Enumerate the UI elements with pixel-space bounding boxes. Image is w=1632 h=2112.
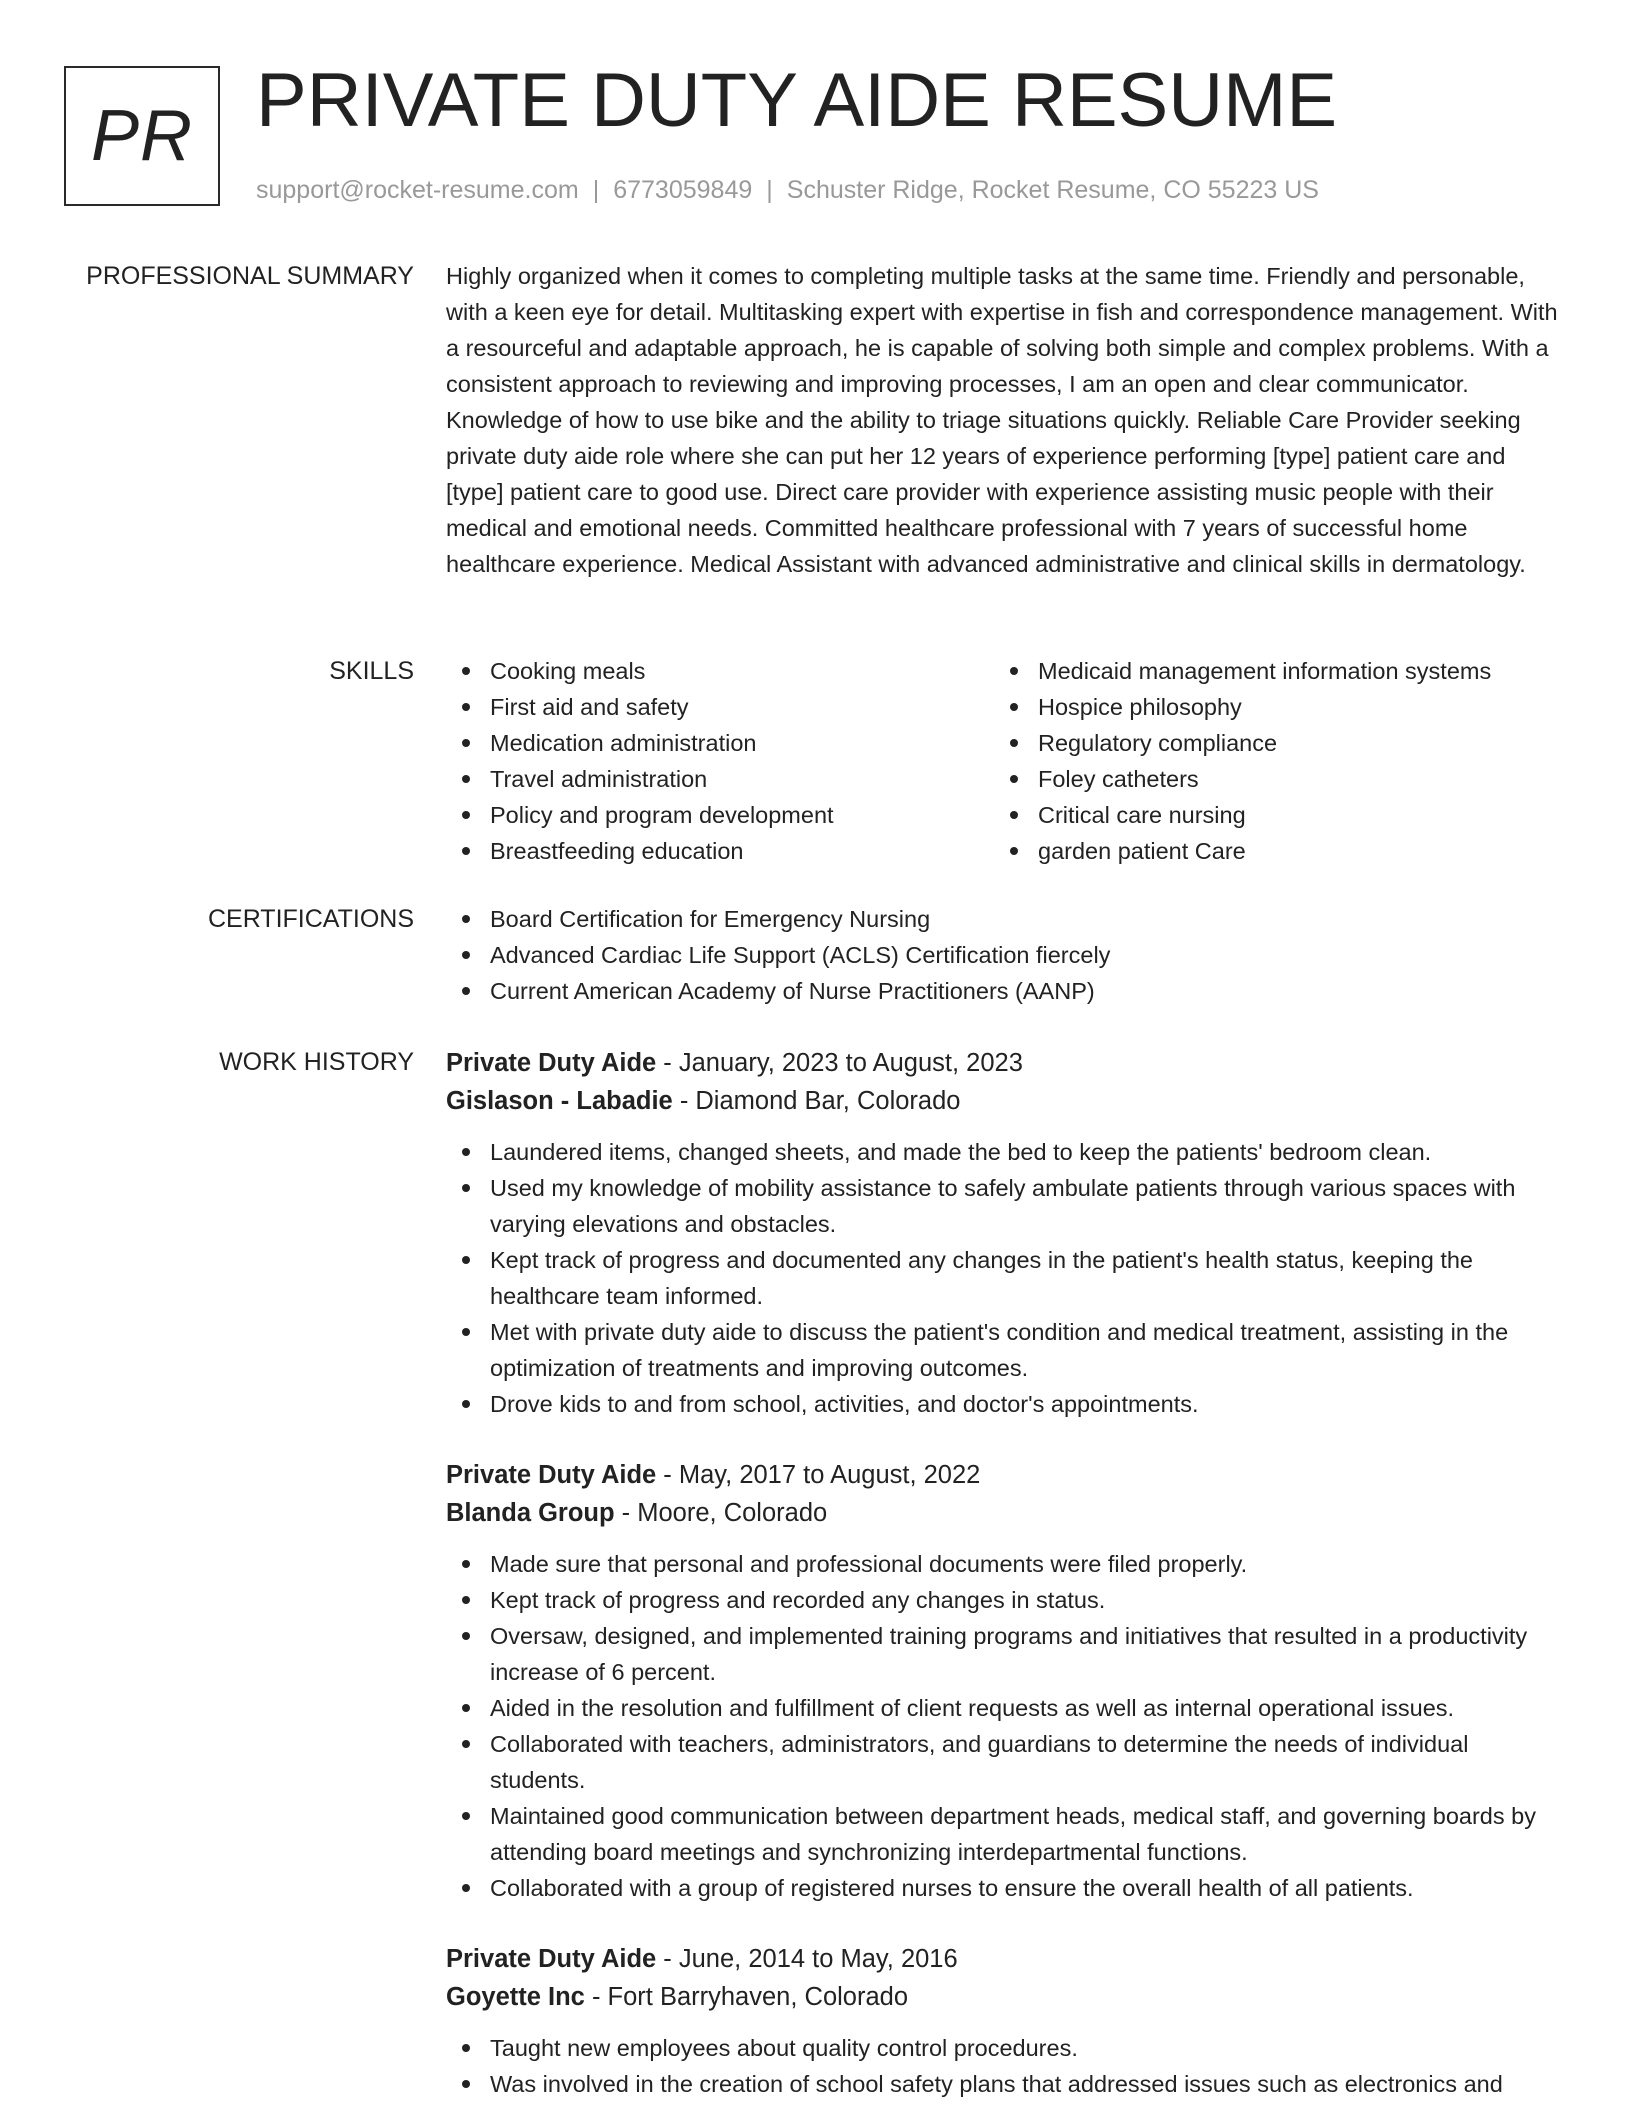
job-title: Private Duty Aide <box>446 1945 657 1973</box>
monogram-initials: PR <box>90 96 194 176</box>
skills-heading: SKILLS <box>329 657 414 685</box>
skill-item: Cooking meals <box>446 653 994 689</box>
skills-body <box>446 653 1560 869</box>
job-duty-item: Drove kids to and from school, activities, and doctor's appointments. <box>446 1386 1560 1422</box>
certification-item: Board Certification for Emergency Nursing <box>446 901 1560 937</box>
skill-item: Travel administration <box>446 761 994 797</box>
job-entry <box>446 1940 1560 2102</box>
contact-separator: | <box>766 176 773 204</box>
skill-item: First aid and safety <box>446 689 994 725</box>
summary-heading: PROFESSIONAL SUMMARY <box>86 262 414 290</box>
contact-separator: | <box>592 176 600 204</box>
contact-address: Schuster Ridge, Rocket Resume, CO 55223 US <box>786 176 1319 204</box>
job-duty-item: Kept track of progress and documented any changes in the patient's health status, keeping the healthcare team informed. <box>446 1242 1560 1314</box>
job-duty-item: Aided in the resolution and fulfillment of client requests as well as internal operational issues. <box>446 1690 1560 1726</box>
job-duty-item: Was involved in the creation of school safety plans that addressed issues such as electronics and <box>446 2066 1560 2102</box>
work-history-body <box>446 1044 1560 2112</box>
job-duty-item: Used my knowledge of mobility assistance to safely ambulate patients through various spaces with varying elevations and obstacles. <box>446 1170 1560 1242</box>
contact-email: support@rocket-resume.com <box>256 176 579 204</box>
contact-phone: 6773059849 <box>613 176 753 204</box>
job-title-line <box>446 1044 1560 1082</box>
skill-item: Medicaid management information systems <box>994 653 1542 689</box>
skills-list-right <box>994 653 1542 869</box>
job-company: Blanda Group <box>446 1499 615 1527</box>
job-location: - Fort Barryhaven, Colorado <box>584 1983 909 2011</box>
skill-item: garden patient Care <box>994 833 1542 869</box>
work-history-heading: WORK HISTORY <box>219 1048 414 1076</box>
summary-text: Highly organized when it comes to completing multiple tasks at the same time. Friendly and personable, with a keen eye for detail. Multitasking expert with expertise in fish and correspondence management. With a resourceful and adaptable approach, he is capable of solving both simple and complex problems. With a consistent approach to reviewing and improving processes, I am an open and clear communicator. Knowledge of how to use bike and the ability to triage situations quickly. Reliable Care Provider seeking private duty aide role where she can put her 12 years of experience performing [type] patient care and [type] patient care to good use. Direct care provider with experience assisting music people with their medical and emotional needs. Committed healthcare professional with 7 years of successful home healthcare experience. Medical Assistant with advanced administrative and clinical skills in dermatology. <box>446 263 1558 577</box>
job-duty-item: Maintained good communication between department heads, medical staff, and governing boards by attending board meetings and synchronizing interdepartmental functions. <box>446 1798 1560 1870</box>
job-company-line <box>446 1082 1560 1120</box>
certification-item: Advanced Cardiac Life Support (ACLS) Certification fiercely <box>446 937 1560 973</box>
job-company-line <box>446 1494 1560 1532</box>
job-duties-list <box>446 1546 1560 1906</box>
certifications-body <box>446 901 1560 1009</box>
certifications-heading: CERTIFICATIONS <box>207 905 414 933</box>
skill-item: Regulatory compliance <box>994 725 1542 761</box>
job-duty-item: Met with private duty aide to discuss the patient's condition and medical treatment, assisting in the optimization of treatments and improving outcomes. <box>446 1314 1560 1386</box>
job-company: Gislason - Labadie <box>446 1087 673 1115</box>
job-company-line <box>446 1978 1560 2016</box>
skill-item: Breastfeeding education <box>446 833 994 869</box>
job-title-line <box>446 1456 1560 1494</box>
page-title: PRIVATE DUTY AIDE RESUME <box>256 58 1338 143</box>
skill-item: Policy and program development <box>446 797 994 833</box>
certification-item: Current American Academy of Nurse Practitioners (AANP) <box>446 973 1560 1009</box>
job-dates: - January, 2023 to August, 2023 <box>656 1049 1023 1077</box>
job-dates: - May, 2017 to August, 2022 <box>656 1461 981 1489</box>
job-title-line <box>446 1940 1560 1978</box>
job-duties-list <box>446 1134 1560 1422</box>
job-duty-item: Oversaw, designed, and implemented training programs and initiatives that resulted in a productivity increase of 6 percent. <box>446 1618 1560 1690</box>
skill-item: Hospice philosophy <box>994 689 1542 725</box>
job-duty-item: Collaborated with a group of registered nurses to ensure the overall health of all patients. <box>446 1870 1560 1906</box>
job-duty-item: Laundered items, changed sheets, and made the bed to keep the patients' bedroom clean. <box>446 1134 1560 1170</box>
job-company: Goyette Inc <box>446 1983 585 2011</box>
skill-item: Medication administration <box>446 725 994 761</box>
job-entry <box>446 1044 1560 1422</box>
job-duty-item: Made sure that personal and professional documents were filed properly. <box>446 1546 1560 1582</box>
certifications-list <box>446 901 1560 1009</box>
job-duty-item: Collaborated with teachers, administrators, and guardians to determine the needs of individual students. <box>446 1726 1560 1798</box>
job-title: Private Duty Aide <box>446 1049 657 1077</box>
job-duty-item: Kept track of progress and recorded any changes in status. <box>446 1582 1560 1618</box>
job-dates: - June, 2014 to May, 2016 <box>656 1945 958 1973</box>
summary-body <box>446 258 1560 582</box>
job-location: - Diamond Bar, Colorado <box>672 1087 961 1115</box>
monogram-logo <box>64 66 220 206</box>
job-duty-item: Taught new employees about quality control procedures. <box>446 2030 1560 2066</box>
contact-line <box>256 174 1319 206</box>
skills-list-left <box>446 653 994 869</box>
job-entry <box>446 1456 1560 1906</box>
job-duties-list <box>446 2030 1560 2102</box>
job-location: - Moore, Colorado <box>614 1499 828 1527</box>
job-title: Private Duty Aide <box>446 1461 657 1489</box>
skill-item: Foley catheters <box>994 761 1542 797</box>
skill-item: Critical care nursing <box>994 797 1542 833</box>
